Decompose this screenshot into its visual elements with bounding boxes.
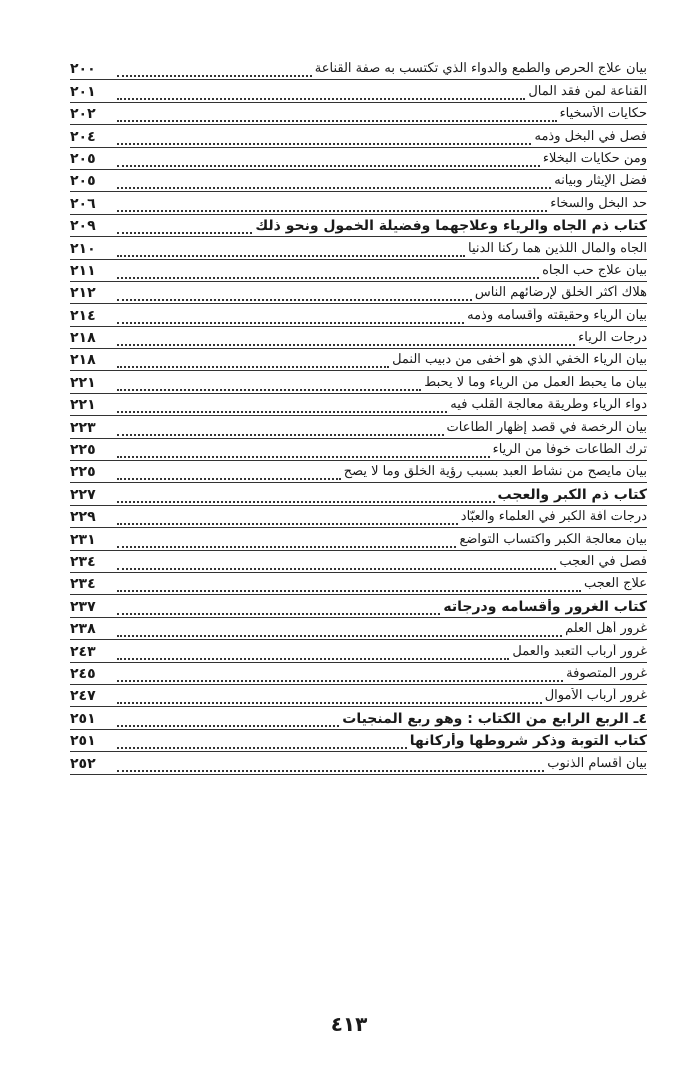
toc-entry-page: ٢٠٢ <box>70 106 96 123</box>
dot-leader <box>117 470 341 480</box>
toc-entry-title: ترك الطاعات خوفاً من الرياء <box>492 442 647 458</box>
toc-entry <box>70 573 647 595</box>
dot-leader <box>117 179 551 189</box>
dot-leader <box>117 762 544 772</box>
toc-entry-title: ٤ـ الربع الرابع من الكتاب : وهو ربع المنجيات <box>342 710 647 727</box>
dot-leader <box>117 672 563 682</box>
toc-entry <box>70 170 647 192</box>
toc-entry-title: كتاب التوبة وذكر شروطها وأركانها <box>409 733 647 750</box>
toc-entry <box>70 752 647 774</box>
toc-entry-title: غرور أهل العلم <box>565 621 647 637</box>
page-number: ٤١٣ <box>330 1012 368 1036</box>
toc-entry-page: ٢٢١ <box>70 397 96 414</box>
toc-entry-page: ٢٢٥ <box>70 464 96 481</box>
toc-entry <box>70 640 647 662</box>
toc-entry-page: ٢١٨ <box>70 352 96 369</box>
toc-entry-page: ٢٢٩ <box>70 509 96 526</box>
toc-entry-title: دواء الرياء وطريقة معالجة القلب فيه <box>450 397 647 413</box>
toc-entry-page: ٢١٨ <box>70 330 96 347</box>
dot-leader <box>117 605 440 615</box>
toc-section-heading <box>70 215 647 237</box>
dot-leader <box>117 358 389 368</box>
toc-section-heading <box>70 595 647 617</box>
toc-entry <box>70 371 647 393</box>
dot-leader <box>117 224 252 234</box>
dot-leader <box>117 135 531 145</box>
toc-entry-page: ٢٥٢ <box>70 755 96 772</box>
dot-leader <box>117 90 525 100</box>
toc-entry <box>70 327 647 349</box>
toc-entry <box>70 304 647 326</box>
toc-section-heading <box>70 730 647 752</box>
toc-entry-page: ٢١٤ <box>70 307 96 324</box>
toc-entry-title: حكايات الأسخياء <box>559 106 647 122</box>
dot-leader <box>117 291 472 301</box>
toc-entry-title: القناعة لمن فقد المال <box>528 83 647 99</box>
toc-entry <box>70 125 647 147</box>
toc-entry <box>70 237 647 259</box>
toc-entry-page: ٢٢٣ <box>70 419 96 436</box>
toc-entry-title: غرور أرباب التعبد والعمل <box>512 643 647 659</box>
toc-entry-page: ٢٠٦ <box>70 195 96 212</box>
dot-leader <box>117 381 421 391</box>
dot-leader <box>117 493 495 503</box>
toc-entry-title: كتاب ذم الكبر والعجب <box>497 486 647 503</box>
toc-entry-title: علاج العجب <box>583 576 647 592</box>
toc-entry-page: ٢٠٥ <box>70 173 96 190</box>
toc-entry-title: حد البخل والسخاء <box>550 195 647 211</box>
toc-section-heading <box>70 707 647 729</box>
toc-entry-title: درجات آفة الكبر في العلماء والعبّاد <box>460 509 647 525</box>
toc-entry <box>70 506 647 528</box>
dot-leader <box>117 157 540 167</box>
toc-entry <box>70 58 647 80</box>
toc-entry-page: ٢٣١ <box>70 531 96 548</box>
toc-entry-page: ٢٥١ <box>70 733 96 750</box>
dot-leader <box>117 560 556 570</box>
toc-entry <box>70 80 647 102</box>
dot-leader <box>117 247 465 257</box>
toc-entry-page: ٢٠٠ <box>70 61 96 78</box>
toc-entry-page: ٢٣٤ <box>70 553 96 570</box>
toc-entry-title: بيان أقسام الذنوب <box>547 755 647 771</box>
toc-entry-title: بيان علاج الحرص والطمع والدواء الذي تكتسب به صفة القناعة <box>314 61 647 77</box>
toc-entry <box>70 461 647 483</box>
toc-entry-title: بيان الرياء الخفي الذي هو أخفى من دبيب النمل <box>392 352 647 368</box>
toc-entry <box>70 349 647 371</box>
toc-entry-title: بيان علاج حب الجاه <box>542 262 647 278</box>
toc-entry-page: ٢٢١ <box>70 374 96 391</box>
toc-entry <box>70 416 647 438</box>
toc-entry-title: هلاك أكثر الخلق لإرضائهم الناس <box>474 285 647 301</box>
toc-entry-page: ٢٠٥ <box>70 150 96 167</box>
table-of-contents <box>70 58 647 775</box>
toc-entry-title: كتاب ذم الجاه والرياء وعلاجهما وفضيلة الخمول ونحو ذلك <box>255 218 647 235</box>
toc-entry-page: ٢٤٣ <box>70 643 96 660</box>
dot-leader <box>117 202 547 212</box>
dot-leader <box>117 650 509 660</box>
dot-leader <box>117 426 444 436</box>
toc-entry-title: بيان ما يحبط العمل من الرياء وما لا يحبط <box>424 374 647 390</box>
toc-entry-page: ٢٣٨ <box>70 621 96 638</box>
toc-entry-page: ٢١٠ <box>70 240 96 257</box>
dot-leader <box>117 269 539 279</box>
toc-entry-title: كتاب الغرور وأقسامه ودرجاته <box>443 598 647 615</box>
toc-entry <box>70 439 647 461</box>
toc-entry-page: ٢٤٥ <box>70 665 96 682</box>
toc-entry <box>70 282 647 304</box>
toc-entry <box>70 528 647 550</box>
toc-entry-page: ٢٠٩ <box>70 218 96 235</box>
toc-entry-page: ٢٠١ <box>70 83 96 100</box>
toc-entry-title: بيان الرياء وحقيقته وأقسامه وذمه <box>467 307 647 323</box>
dot-leader <box>117 694 542 704</box>
toc-entry-title: غرور المتصوفة <box>566 665 647 681</box>
toc-entry <box>70 148 647 170</box>
toc-entry-title: بيان مايصح من نشاط العبد بسبب رؤية الخلق وما لا يصح <box>343 464 647 480</box>
dot-leader <box>117 739 407 749</box>
toc-entry-page: ٢١٢ <box>70 285 96 302</box>
dot-leader <box>117 538 456 548</box>
toc-entry <box>70 394 647 416</box>
toc-entry-title: درجات الرياء <box>578 330 647 346</box>
toc-entry-page: ٢٣٤ <box>70 576 96 593</box>
toc-entry <box>70 192 647 214</box>
dot-leader <box>117 627 562 637</box>
toc-entry-page: ٢٣٧ <box>70 598 96 615</box>
toc-entry-title: ومن حكايات البخلاء <box>542 150 647 166</box>
toc-entry <box>70 618 647 640</box>
toc-entry-page: ٢٥١ <box>70 710 96 727</box>
toc-entry-page: ٢٠٤ <box>70 128 96 145</box>
dot-leader <box>117 582 581 592</box>
toc-entry <box>70 663 647 685</box>
toc-entry-title: فضل الإيثار وبيانه <box>554 173 647 189</box>
toc-entry <box>70 103 647 125</box>
toc-entry-page: ٢٤٧ <box>70 688 96 705</box>
dot-leader <box>117 314 464 324</box>
toc-entry-title: بيان معالجة الكبر واكتساب التواضع <box>459 531 647 547</box>
toc-entry-title: الجاه والمال اللذين هما ركنا الدنيا <box>468 240 647 256</box>
toc-entry <box>70 260 647 282</box>
dot-leader <box>117 112 557 122</box>
dot-leader <box>117 717 339 727</box>
toc-entry <box>70 551 647 573</box>
toc-entry-page: ٢٢٥ <box>70 442 96 459</box>
dot-leader <box>117 336 575 346</box>
dot-leader <box>117 403 447 413</box>
toc-entry-title: بيان الرخصة في قصد إظهار الطاعات <box>446 419 647 435</box>
toc-entry-page: ٢١١ <box>70 262 96 279</box>
toc-entry-title: غرور أرباب الأموال <box>544 688 647 704</box>
toc-entry-title: فصل في البخل وذمه <box>534 128 647 144</box>
dot-leader <box>117 67 312 77</box>
dot-leader <box>117 448 490 458</box>
toc-section-heading <box>70 483 647 505</box>
dot-leader <box>117 515 458 525</box>
toc-entry-title: فصل في العجب <box>559 553 647 569</box>
toc-entry-page: ٢٢٧ <box>70 486 96 503</box>
toc-entry <box>70 685 647 707</box>
